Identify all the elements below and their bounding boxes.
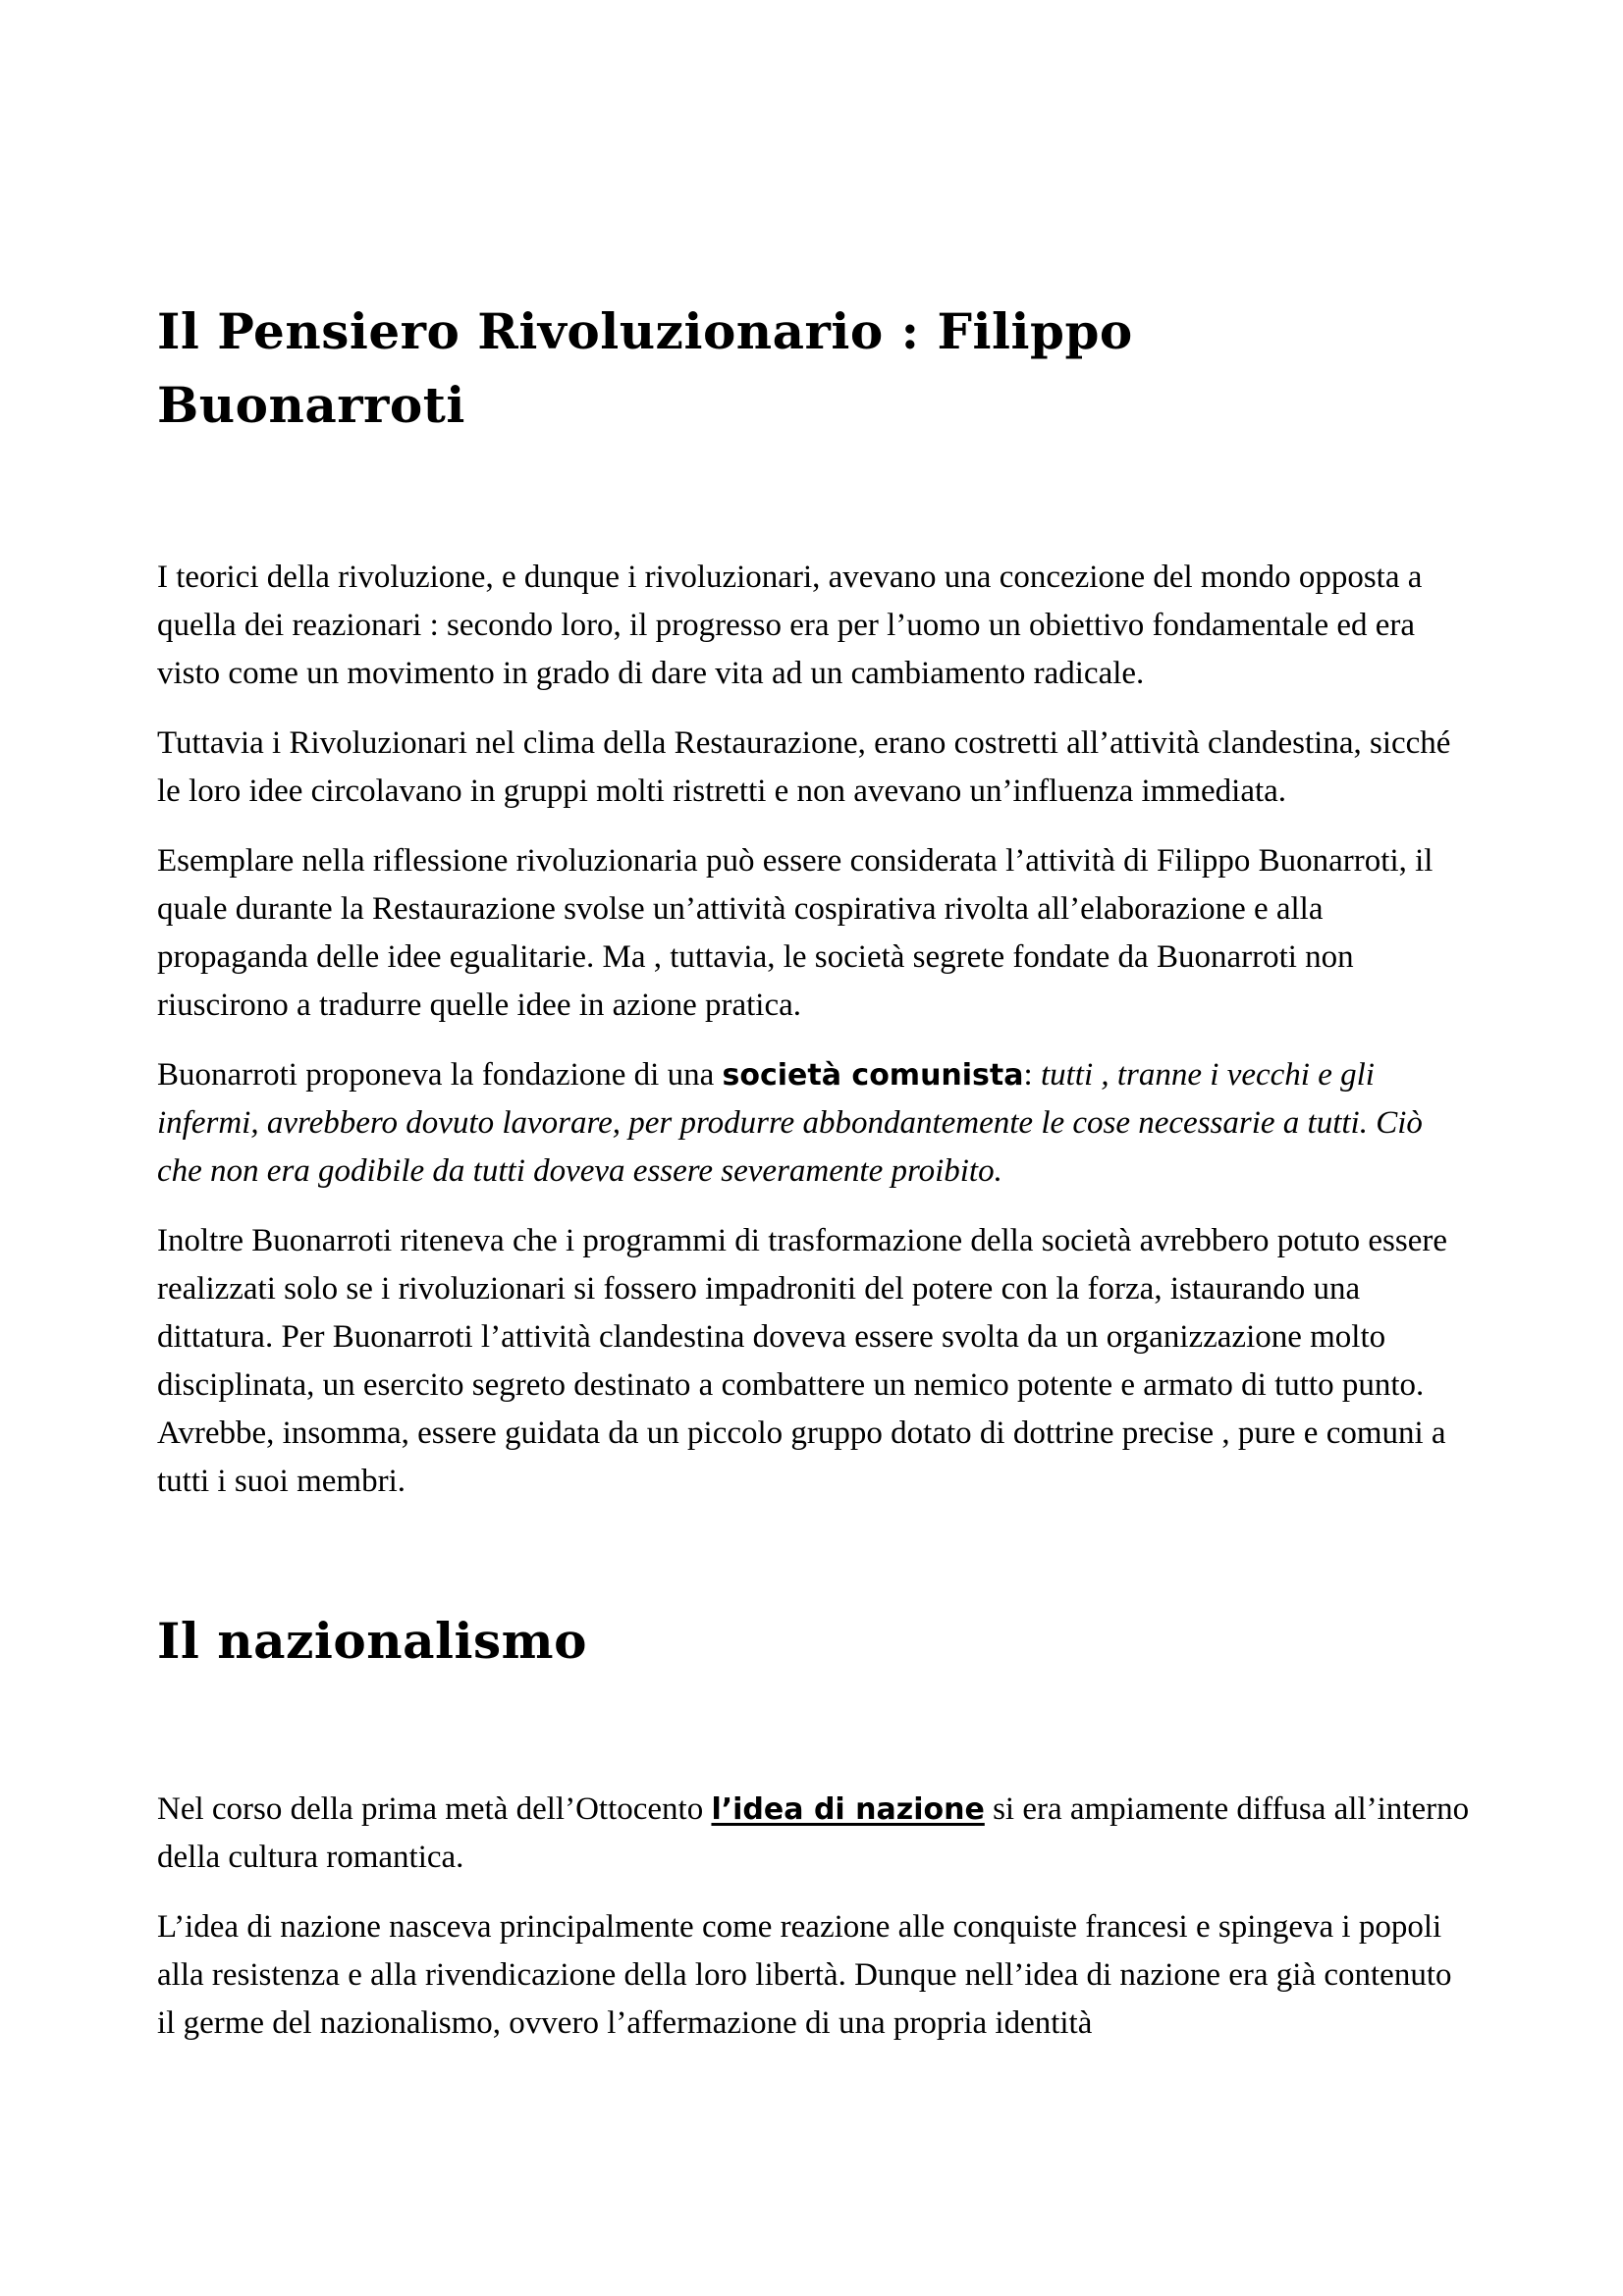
section-title-pensiero-rivoluzionario: [157, 294, 1473, 442]
section-title-nazionalismo: Il nazionalismo: [157, 1612, 587, 1670]
paragraph-nel-corso: [157, 1786, 1473, 1882]
document-content: [157, 294, 1473, 2069]
paragraph-societa-comunista: [157, 1051, 1473, 1196]
section-title-line-2: Buonarroti: [157, 376, 465, 434]
paragraph-inoltre: Inoltre Buonarroti riteneva che i programmi di trasformazione della società avrebbero potuto essere realizzati solo se i rivoluzionari si fossero impadroniti del potere con la forza, istaurando una dittatura. Per Buonarroti l’attività clandestina doveva essere svolta da un organizzazione molto disciplinata, un esercito segreto destinato a combattere un nemico potente e armato di tutto punto. Avrebbe, insomma, essere guidata da un piccolo gruppo dotato di dottrine precise , pure e comuni a tutti i suoi membri.: [157, 1223, 1447, 1499]
italic-quote: tutti , tranne i vecchi e gli infermi, avrebbero dovuto lavorare, per produrre abbondantemente le cose necessarie a tutti. Ciò che non era godibile da tutti doveva essere severamente proibito.: [157, 1057, 1423, 1189]
paragraph-tuttavia: Tuttavia i Rivoluzionari nel clima della Restaurazione, erano costretti all’attività clandestina, sicché le loro idee circolavano in gruppi molti ristretti e non avevano un’influenza immediata.: [157, 725, 1451, 809]
paragraph-idea-nazione: L’idea di nazione nasceva principalmente come reazione alle conquiste francesi e spingeva i popoli alla resistenza e alla rivendicazione della loro libertà. Dunque nell’idea di nazione era già contenuto il germe del nazionalismo, ovvero l’affermazione di una propria identità: [157, 1909, 1452, 2041]
colon-separator: :: [1023, 1057, 1041, 1093]
link-idea-di-nazione[interactable]: l’idea di nazione: [711, 1792, 985, 1827]
highlight-societa-comunista: società comunista: [722, 1058, 1024, 1093]
paragraph-esemplare: Esemplare nella riflessione rivoluzionaria può essere considerata l’attività di Filippo Buonarroti, il quale durante la Restaurazione svolse un’attività cospirativa rivolta all’elaborazione e alla propaganda delle idee egualitarie. Ma , tuttavia, le società segrete fondate da Buonarroti non riuscirono a tradurre quelle idee in azione pratica.: [157, 843, 1434, 1023]
paragraph-text: si era ampiamente diffusa all’interno della cultura romantica.: [157, 1791, 1470, 1875]
paragraph-teorici: I teorici della rivoluzione, e dunque i rivoluzionari, avevano una concezione del mondo opposta a quella dei reazionari : secondo loro, il progresso era per l’uomo un obiettivo fondamentale ed era visto come un movimento in grado di dare vita ad un cambiamento radicale.: [157, 560, 1423, 691]
paragraph-text: Nel corso della prima metà dell’Ottocento: [157, 1791, 712, 1827]
paragraph-text: Buonarroti proponeva la fondazione di una: [157, 1057, 723, 1093]
section-title-line-1: Il Pensiero Rivoluzionario : Filippo: [157, 302, 1133, 360]
